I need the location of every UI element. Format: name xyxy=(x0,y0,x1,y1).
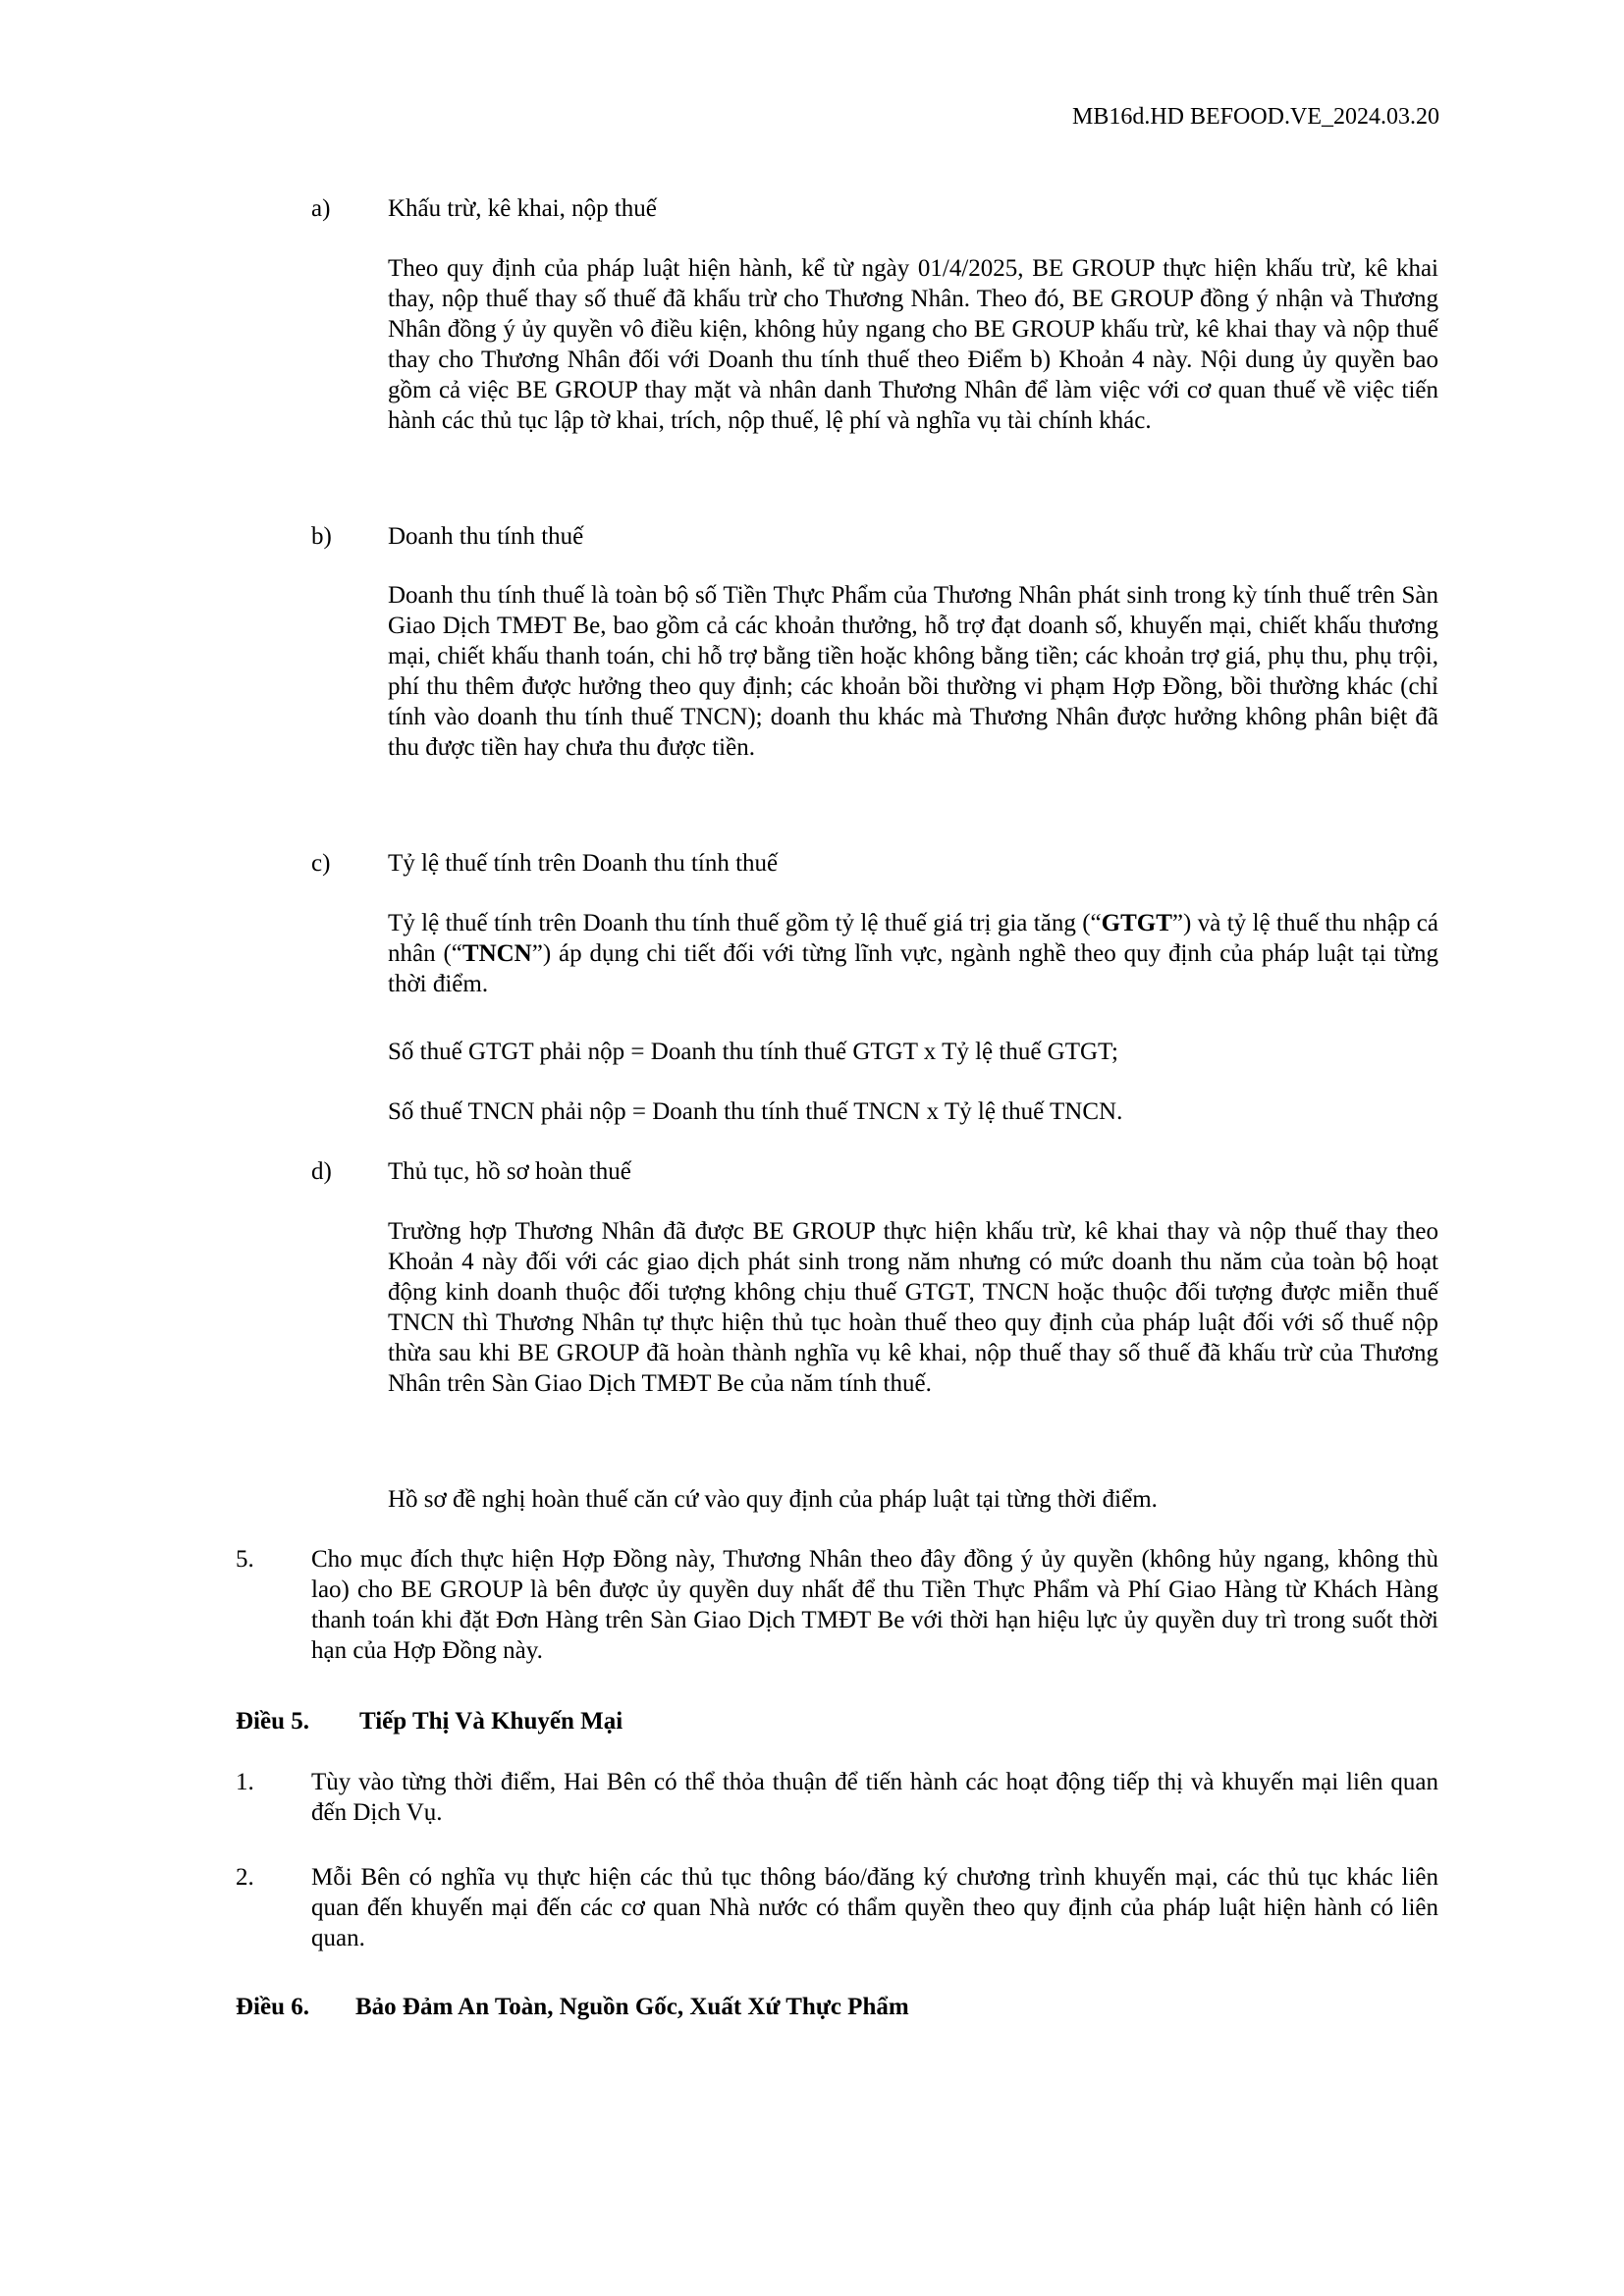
item-b-label: b) xyxy=(311,523,332,550)
item-d-paragraph-2: Hồ sơ đề nghị hoàn thuế căn cứ vào quy định của pháp luật tại từng thời điểm. xyxy=(388,1486,1158,1513)
formula-tncn: Số thuế TNCN phải nộp = Doanh thu tính thuế TNCN x Tỷ lệ thuế TNCN. xyxy=(388,1098,1123,1125)
item-d-label: d) xyxy=(311,1158,332,1185)
item-b-title: Doanh thu tính thuế xyxy=(388,523,584,550)
item-d-paragraph: Trường hợp Thương Nhân đã được BE GROUP thực hiện khấu trừ, kê khai thay và nộp thuế thay theo Khoản 4 này đối với các giao dịch phát sinh trong năm nhưng có mức doanh thu năm của toàn bộ hoạt động kinh doanh thuộc đối tượng không chịu thuế GTGT, TNCN hoặc thuộc đối tượng được miễn thuế TNCN thì Thương Nhân tự thực hiện thủ tục hoàn thuế theo quy định của pháp luật đối với số thuế nộp thừa sau khi BE GROUP đã hoàn thành nghĩa vụ kê khai, nộp thuế thay số thuế đã khấu trừ của Thương Nhân trên Sàn Giao Dịch TMĐT Be của năm tính thuế. xyxy=(388,1218,1438,1397)
clause-5-text: Cho mục đích thực hiện Hợp Đồng này, Thương Nhân theo đây đồng ý ủy quyền (không hủy ngang, không thù lao) cho BE GROUP là bên được ủy quyền duy nhất để thu Tiền Thực Phẩm và Phí Giao Hàng từ Khách Hàng thanh toán khi đặt Đơn Hàng trên Sàn Giao Dịch TMĐT Be với thời hạn hiệu lực ủy quyền duy trì trong suốt thời hạn của Hợp Đồng này. xyxy=(311,1546,1438,1664)
item-b-paragraph: Doanh thu tính thuế là toàn bộ số Tiền Thực Phẩm của Thương Nhân phát sinh trong kỳ tính thuế trên Sàn Giao Dịch TMĐT Be, bao gồm cả các khoản thưởng, hỗ trợ đạt doanh số, khuyến mại, chiết khấu thương mại, chiết khấu thanh toán, chi hỗ trợ bằng tiền hoặc không bằng tiền; các khoản trợ giá, phụ thu, phụ trội, phí thu thêm được hưởng theo quy định; các khoản bồi thường vi phạm Hợp Đồng, bồi thường khác (chỉ tính vào doanh thu tính thuế TNCN); doanh thu khác mà Thương Nhân được hưởng không phân biệt đã thu được tiền hay chưa thu được tiền. xyxy=(388,582,1438,761)
item-c-text-2: ”) và tỷ lệ thuế thu nhập cá nhân (“ xyxy=(388,910,1438,967)
term-gtgt: GTGT xyxy=(1101,910,1172,936)
clause-5-label: 5. xyxy=(236,1546,254,1573)
article-6-number: Điều 6. xyxy=(236,1994,309,2020)
item-c-text-3: ”) áp dụng chi tiết đối với từng lĩnh vực, ngành nghề theo quy định của pháp luật tại từng thời điểm. xyxy=(388,940,1438,997)
article-5-clause-1-text: Tùy vào từng thời điểm, Hai Bên có thể thỏa thuận để tiến hành các hoạt động tiếp thị và khuyến mại liên quan đến Dịch Vụ. xyxy=(311,1769,1438,1826)
item-d-title: Thủ tục, hồ sơ hoàn thuế xyxy=(388,1158,631,1185)
term-tncn: TNCN xyxy=(461,940,532,967)
formula-gtgt: Số thuế GTGT phải nộp = Doanh thu tính thuế GTGT x Tỷ lệ thuế GTGT; xyxy=(388,1039,1118,1065)
item-c-title: Tỷ lệ thuế tính trên Doanh thu tính thuế xyxy=(388,850,779,877)
item-c-text-1: Tỷ lệ thuế tính trên Doanh thu tính thuế gồm tỷ lệ thuế giá trị gia tăng (“ xyxy=(388,910,1102,936)
article-5-clause-2-text: Mỗi Bên có nghĩa vụ thực hiện các thủ tục thông báo/đăng ký chương trình khuyến mại, các thủ tục khác liên quan đến khuyến mại đến các cơ quan Nhà nước có thẩm quyền theo quy định của pháp luật hiện hành có liên quan. xyxy=(311,1864,1438,1951)
article-6-title: Bảo Đảm An Toàn, Nguồn Gốc, Xuất Xứ Thực Phẩm xyxy=(355,1994,909,2020)
item-a-label: a) xyxy=(311,195,331,222)
document-code: MB16d.HD BEFOOD.VE_2024.03.20 xyxy=(1071,104,1439,130)
item-a-title: Khấu trừ, kê khai, nộp thuế xyxy=(388,195,657,222)
item-c-paragraph xyxy=(388,908,1438,999)
item-c-label: c) xyxy=(311,850,331,877)
article-5-clause-2-label: 2. xyxy=(236,1864,254,1891)
article-5-title: Tiếp Thị Và Khuyến Mại xyxy=(359,1708,623,1735)
item-a-paragraph: Theo quy định của pháp luật hiện hành, kể từ ngày 01/4/2025, BE GROUP thực hiện khấu trừ, kê khai thay, nộp thuế thay số thuế đã khấu trừ cho Thương Nhân. Theo đó, BE GROUP đồng ý nhận và Thương Nhân đồng ý ủy quyền vô điều kiện, không hủy ngang cho BE GROUP khấu trừ, kê khai thay và nộp thuế thay cho Thương Nhân đối với Doanh thu tính thuế theo Điểm b) Khoản 4 này. Nội dung ủy quyền bao gồm cả việc BE GROUP thay mặt và nhân danh Thương Nhân để làm việc với cơ quan thuế về việc tiến hành các thủ tục lập tờ khai, trích, nộp thuế, lệ phí và nghĩa vụ tài chính khác. xyxy=(388,255,1438,434)
article-5-heading xyxy=(236,1706,623,1736)
article-6-heading xyxy=(236,1992,909,2022)
article-5-number: Điều 5. xyxy=(236,1708,309,1735)
article-5-clause-1-label: 1. xyxy=(236,1769,254,1795)
